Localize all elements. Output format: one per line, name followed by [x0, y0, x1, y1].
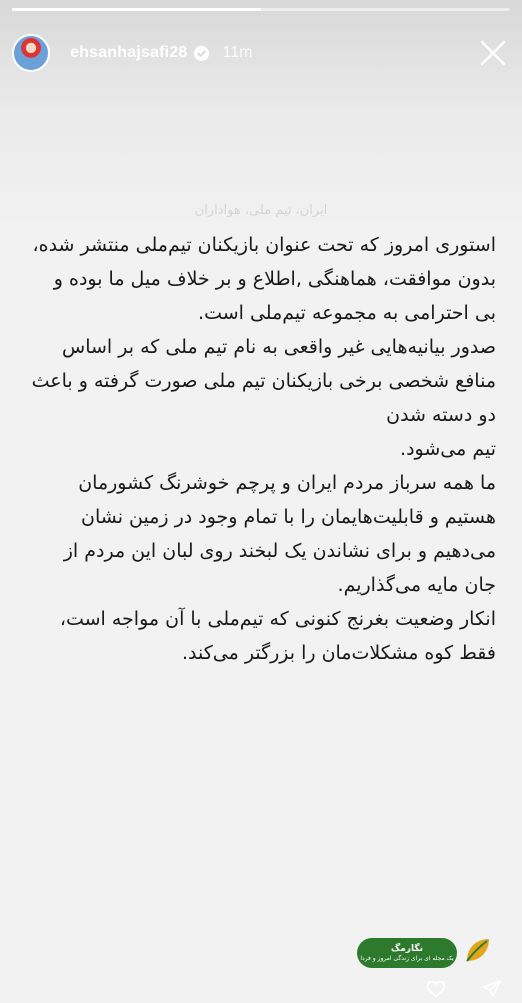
bottom-action-bar: [0, 975, 522, 1000]
send-icon[interactable]: [482, 979, 502, 999]
story-paragraph: صدور بیانیه‌هایی غیر واقعی به نام تیم ملی که بر اساس منافع شخصی برخی بازیکنان تیم ملی صورت گرفته و باعث دو دسته شدن: [31, 336, 496, 426]
story-progress-fill: [12, 8, 261, 11]
time-ago: 11m: [222, 44, 253, 61]
watermark-tagline: یک مجله ای برای زندگی امروز و فردا: [360, 954, 454, 962]
watermark-logo: [357, 935, 497, 971]
close-icon: [479, 39, 507, 67]
avatar[interactable]: [12, 34, 50, 72]
leaf-icon: [461, 935, 493, 971]
story-text: [28, 228, 496, 670]
story-progress-bar: [12, 8, 510, 11]
story-paragraph: انکار وضعیت بغرنج کنونی که تیم‌ملی با آن مواجه است، فقط کوه مشکلات‌مان را بزرگتر می‌کند.: [59, 608, 496, 664]
close-button[interactable]: [476, 36, 510, 70]
story-paragraph: استوری امروز که تحت عنوان بازیکنان تیم‌ملی منتشر شده، بدون موافقت، هماهنگی ,اطلاع و بر خلاف میل ما بوده و بی احترامی به مجموعه تیم‌ملی است.: [32, 234, 496, 324]
story-paragraph: تیم می‌شود.: [400, 438, 496, 460]
username[interactable]: ehsanhajsafi28: [70, 44, 188, 61]
watermark-title: نگارمگ: [391, 943, 423, 954]
watermark-badge: [357, 938, 457, 968]
story-header: [12, 33, 510, 73]
heart-icon[interactable]: [426, 979, 446, 999]
story-paragraph: ما همه سرباز مردم ایران و پرچم خوشرنگ کشورمان هستیم و قابلیت‌هایمان را با تمام وجود در زمین نشان می‌دهیم و برای نشاندن یک لبخند روی لبان این مردم از جان مایه می‌گذاریم.: [63, 472, 496, 596]
verified-badge-icon: [194, 46, 209, 61]
faint-background-text: ایران، تیم ملی، هواداران: [194, 203, 328, 218]
